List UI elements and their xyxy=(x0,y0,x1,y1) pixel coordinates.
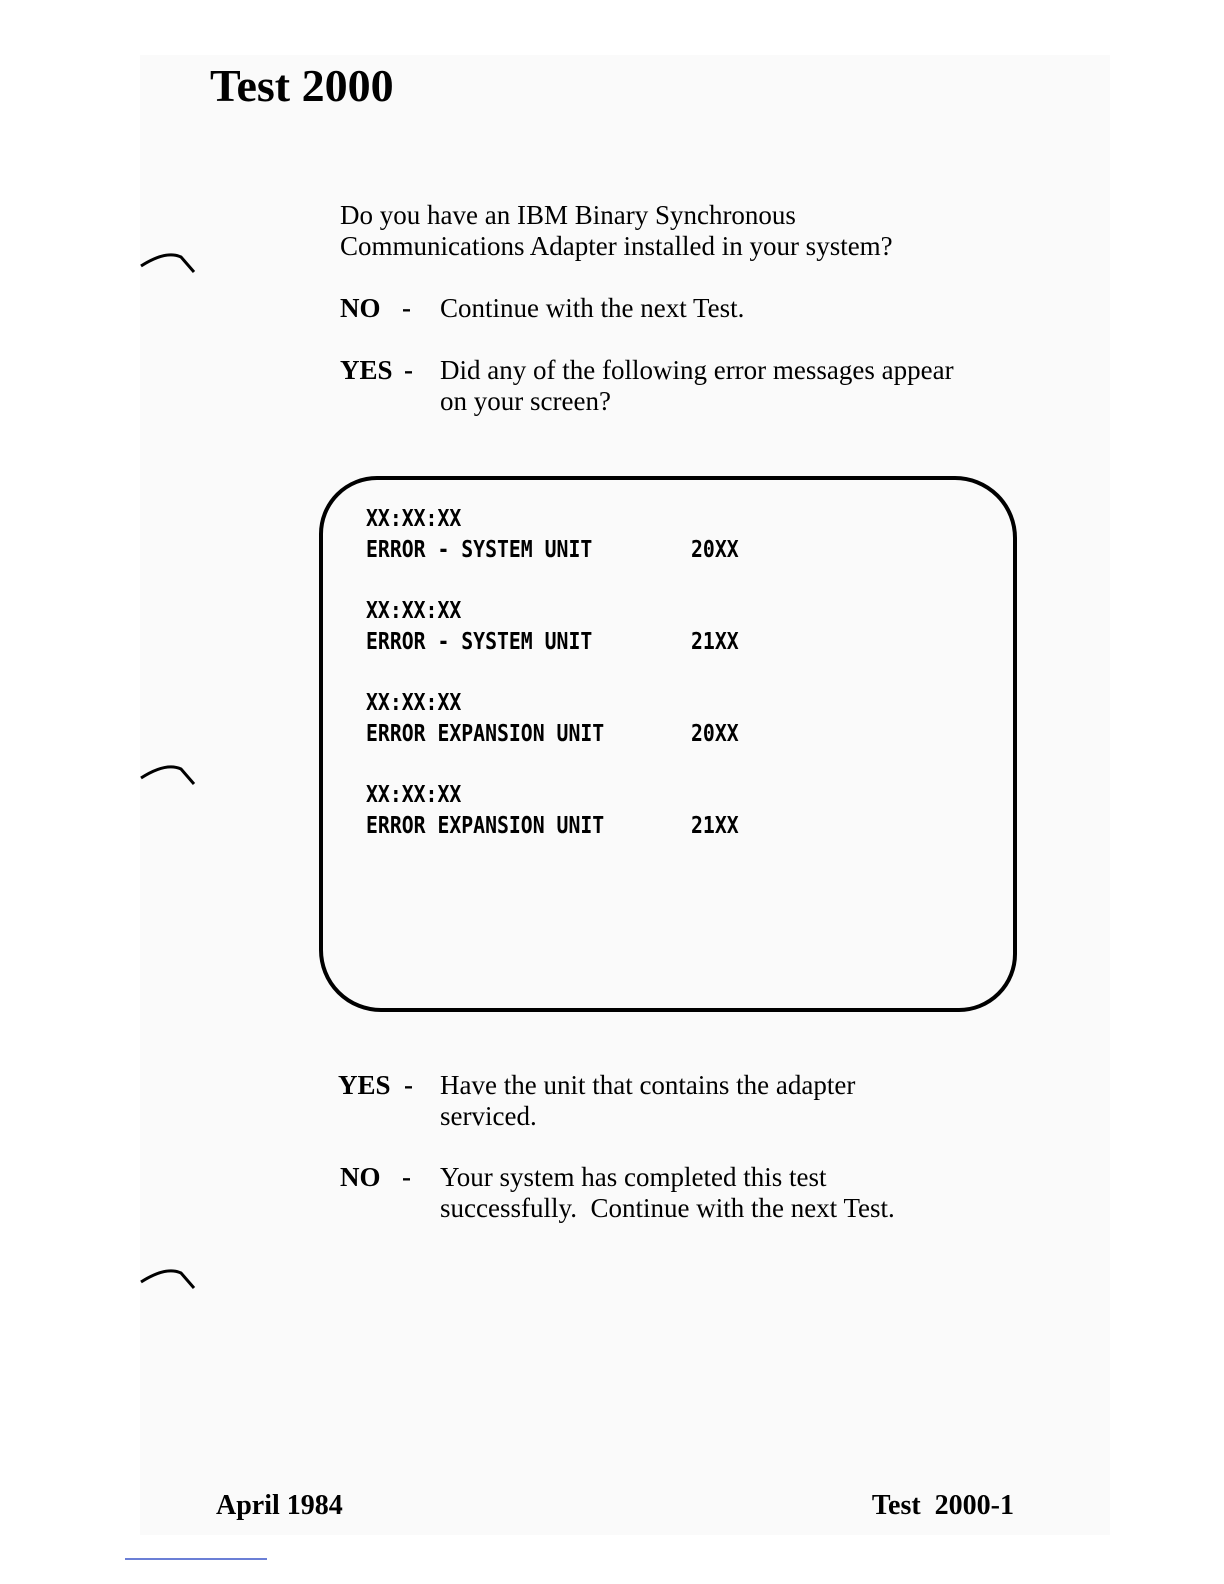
screen-message-code: 20XX xyxy=(691,537,739,563)
footer-date: April 1984 xyxy=(216,1490,343,1521)
binder-hole-mark-top xyxy=(138,248,198,278)
page-edge-line xyxy=(125,1558,267,1560)
question-text xyxy=(340,200,893,262)
footer-page-ref: Test 2000-1 xyxy=(871,1490,1014,1521)
answer-no-text xyxy=(440,293,744,324)
binder-hole-mark-bottom xyxy=(138,1264,198,1294)
answer-yes-text xyxy=(440,355,954,417)
screen-message-time: XX:XX:XX xyxy=(366,598,462,624)
answer-no-dash: - xyxy=(402,1162,411,1192)
screen-message-code: 21XX xyxy=(691,629,739,655)
answer-yes-text xyxy=(440,1070,855,1132)
screen-message-text: ERROR - SYSTEM UNIT xyxy=(366,537,593,563)
screen-message-time: XX:XX:XX xyxy=(366,506,462,532)
answer-line: Did any of the following error messages appear xyxy=(440,355,954,385)
page-title: Test 2000 xyxy=(210,60,394,111)
screen-message-code: 20XX xyxy=(691,721,739,747)
answer-line: Your system has completed this test xyxy=(440,1162,827,1192)
answer-no-text xyxy=(440,1162,895,1224)
answer-yes-label: YES xyxy=(338,1070,391,1100)
screen-message-time: XX:XX:XX xyxy=(366,690,462,716)
answer-yes-label: YES xyxy=(340,355,393,385)
answer-line: successfully. Continue with the next Test. xyxy=(440,1193,895,1223)
binder-hole-mark-middle xyxy=(138,760,198,790)
answer-no-label: NO xyxy=(340,293,381,323)
answer-line: serviced. xyxy=(440,1101,537,1131)
answer-yes-dash: - xyxy=(404,355,413,385)
answer-yes-dash: - xyxy=(404,1070,413,1100)
answer-no-dash: - xyxy=(402,293,411,323)
screen-message-time: XX:XX:XX xyxy=(366,782,462,808)
screen-message-text: ERROR - SYSTEM UNIT xyxy=(366,629,593,655)
answer-line: Continue with the next Test. xyxy=(440,293,745,323)
screen-message-text: ERROR EXPANSION UNIT xyxy=(366,721,605,747)
answer-line: Have the unit that contains the adapter xyxy=(440,1070,856,1100)
answer-no-label: NO xyxy=(340,1162,381,1192)
question-line: Do you have an IBM Binary Synchronous xyxy=(340,200,796,230)
screen-message-text: ERROR EXPANSION UNIT xyxy=(366,813,605,839)
question-line: Communications Adapter installed in your system? xyxy=(340,231,893,261)
answer-line: on your screen? xyxy=(440,386,611,416)
screen-message-code: 21XX xyxy=(691,813,739,839)
